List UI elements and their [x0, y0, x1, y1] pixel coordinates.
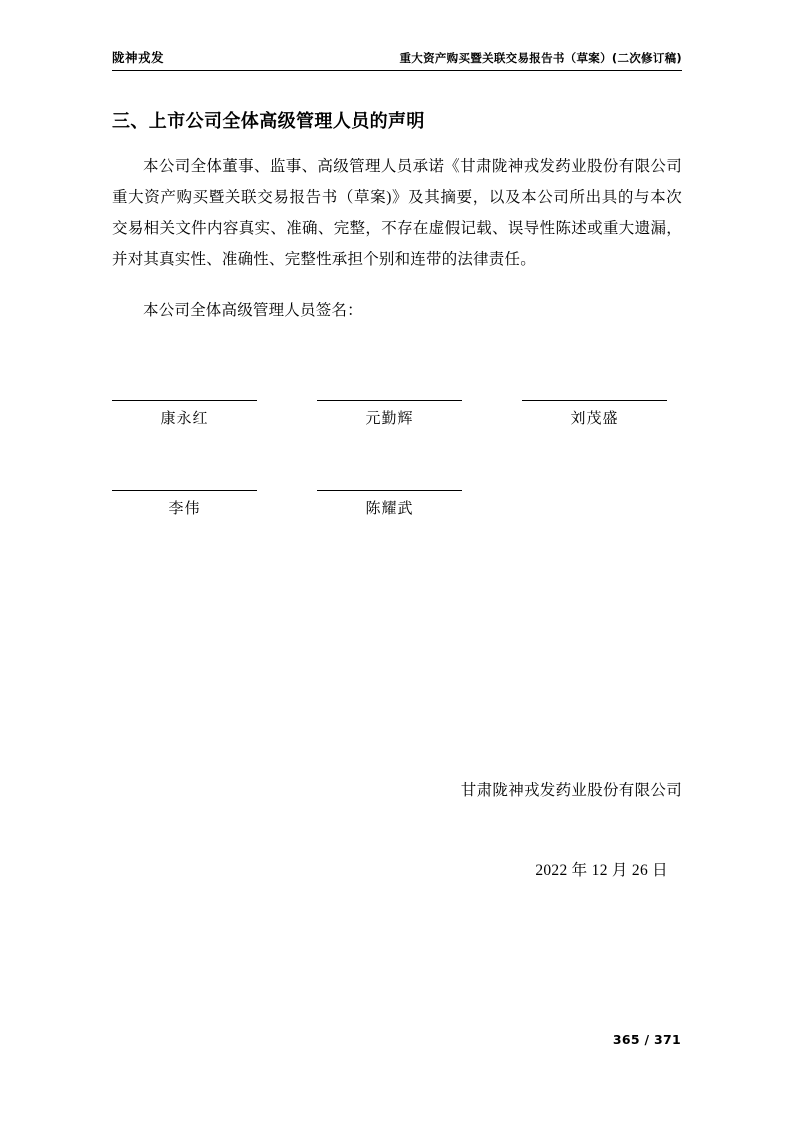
signature-block	[112, 400, 682, 518]
signature-name: 康永红	[160, 411, 209, 427]
running-header	[112, 48, 682, 71]
signature-line	[317, 490, 462, 491]
signature-cell	[112, 490, 257, 518]
signature-name: 刘茂盛	[570, 411, 619, 427]
header-company-short: 陇神戎发	[112, 50, 165, 65]
closing-date: 2022 年 12 月 26 日	[535, 862, 668, 879]
paragraph-declaration: 本公司全体董事、监事、高级管理人员承诺《甘肃陇神戎发药业股份有限公司重大资产购买暨关联交易报告书（草案)》及其摘要，以及本公司所出具的与本次交易相关文件内容真实、准确、完整，不存在虚假记载、误导性陈述或重大遗漏，并对其真实性、准确性、完整性承担个别和连带的法律责任。	[112, 158, 682, 268]
signature-line	[317, 400, 462, 401]
signature-line	[112, 490, 257, 491]
signature-name: 元勤辉	[365, 411, 414, 427]
signature-cell	[522, 400, 667, 428]
signature-line	[112, 400, 257, 401]
signature-line	[522, 400, 667, 401]
signature-name: 李伟	[168, 501, 201, 517]
page-number: 365 / 371	[612, 1032, 681, 1047]
header-document-title: 重大资产购买暨关联交易报告书（草案）(二次修订稿)	[399, 51, 682, 65]
signature-row	[112, 400, 682, 428]
page-title: 三、上市公司全体高级管理人员的声明	[112, 111, 425, 132]
signature-cell	[112, 400, 257, 428]
signature-cell	[317, 490, 462, 518]
closing-company-name: 甘肃陇神戎发药业股份有限公司	[460, 782, 682, 799]
signature-row	[112, 490, 682, 518]
signature-cell-empty	[522, 490, 667, 518]
signature-name: 陈耀武	[365, 501, 414, 517]
page-content	[112, 48, 682, 880]
paragraph-signature-prompt: 本公司全体高级管理人员签名：	[143, 302, 363, 319]
signature-cell	[317, 400, 462, 428]
